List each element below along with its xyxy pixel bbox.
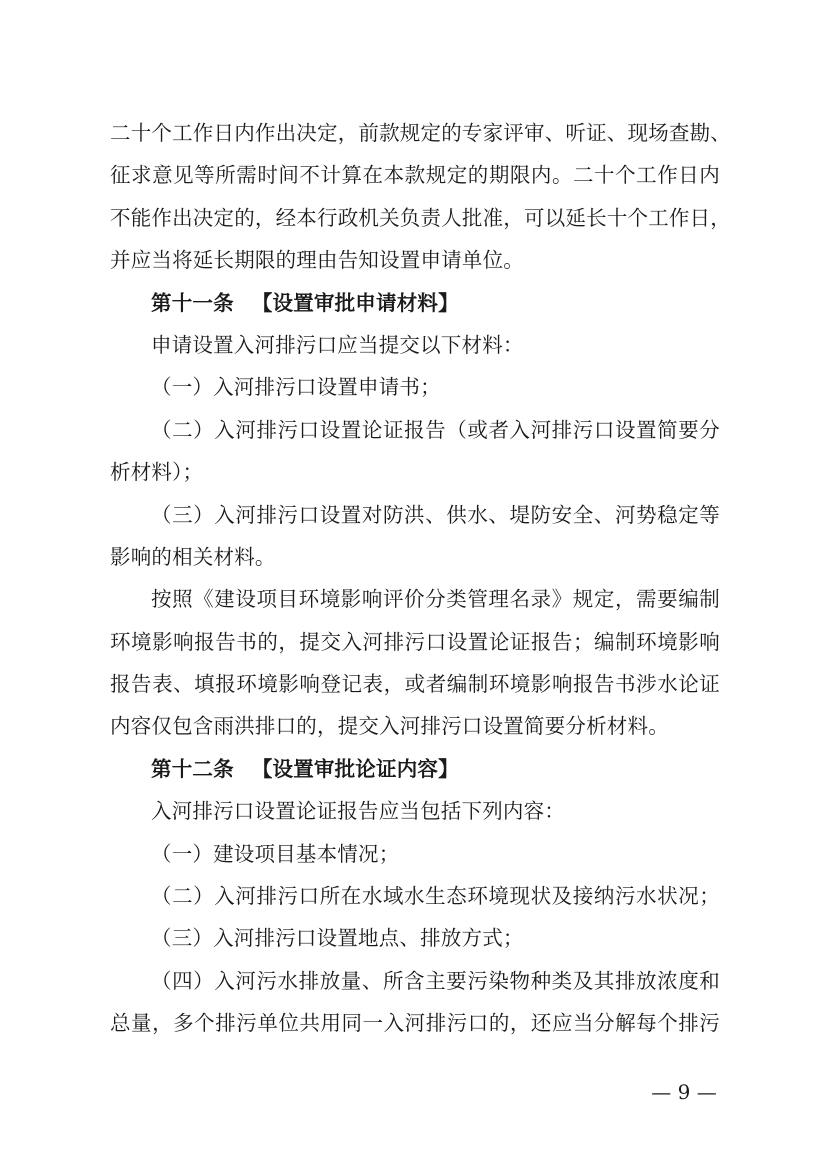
list-item: （三）入河排污口设置地点、排放方式； [151, 926, 524, 951]
document-page [110, 112, 731, 1045]
list-item: （一）建设项目基本情况； [151, 841, 400, 866]
paragraph-line: 入河排污口设置论证报告应当包括下列内容： [151, 799, 565, 824]
paragraph-line: 报告表、填报环境影响登记表，或者编制环境影响报告书涉水论证 [110, 672, 720, 697]
list-item-continuation: 总量，多个排污单位共用同一入河排污口的，还应当分解每个排污 [110, 1011, 720, 1036]
list-item: （三）入河排污口设置对防洪、供水、堤防安全、河势稳定等 [151, 502, 720, 527]
list-item: （一）入河排污口设置申请书； [151, 375, 441, 400]
article-11-number: 第十一条 [151, 290, 234, 315]
paragraph-line: 内容仅包含雨洪排口的，提交入河排污口设置简要分析材料。 [110, 714, 669, 739]
list-item-continuation: 影响的相关材料。 [110, 544, 276, 569]
paragraph-line: 申请设置入河排污口应当提交以下材料： [151, 332, 524, 357]
article-11-title: 【设置审批申请材料】 [251, 290, 459, 315]
article-12-number: 第十二条 [151, 756, 234, 781]
article-11-heading [110, 282, 720, 324]
list-item-continuation: 析材料）； [110, 460, 204, 485]
page-number: — 9 — [651, 1080, 717, 1104]
paragraph-line: 二十个工作日内作出决定，前款规定的专家评审、听证、现场查勘、 [110, 121, 731, 145]
list-item: （四）入河污水排放量、所含主要污染物种类及其排放浓度和 [151, 968, 720, 993]
list-item: （二）入河排污口设置论证报告（或者入河排污口设置简要分 [151, 417, 720, 442]
paragraph-line: 不能作出决定的，经本行政机关负责人批准，可以延长十个工作日， [110, 205, 731, 230]
paragraph-line: 征求意见等所需时间不计算在本款规定的期限内。二十个工作日内 [110, 163, 720, 188]
article-12-heading [110, 748, 720, 790]
paragraph-line: 环境影响报告书的，提交入河排污口设置论证报告；编制环境影响 [110, 629, 720, 654]
list-item: （二）入河排污口所在水域水生态环境现状及接纳污水状况； [151, 884, 720, 909]
article-12-title: 【设置审批论证内容】 [251, 756, 459, 781]
paragraph-line: 并应当将延长期限的理由告知设置申请单位。 [110, 248, 524, 273]
paragraph-line: 按照《建设项目环境影响评价分类管理名录》规定，需要编制 [151, 587, 720, 612]
